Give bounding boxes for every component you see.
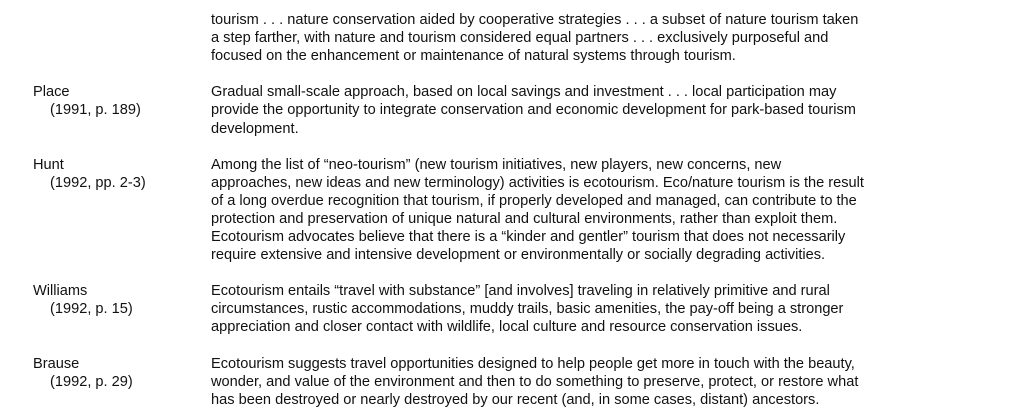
definition-line: Ecotourism advocates believe that there is a “kinder and gentler” tourism that does not necessarily [211,229,846,246]
definition-line: provide the opportunity to integrate conservation and economic development for park-based tourism [211,102,856,119]
definition-line: Ecotourism suggests travel opportunities designed to help people get more in touch with the beauty, [211,355,855,372]
author-name: Place [33,84,70,101]
definition-line: of a long overdue recognition that tourism, if properly developed and managed, can contribute to the [211,192,857,209]
author-cell [0,156,211,192]
definition-text [211,0,986,65]
definition-line: Ecotourism entails “travel with substance” [and involves] traveling in relatively primitive and rural [211,283,830,300]
definition-entry [0,355,1024,409]
definition-line: protection and preservation of unique natural and cultural environments, rather than exploit them. [211,210,838,227]
definition-line: appreciation and closer contact with wildlife, local culture and resource conservation issues. [211,319,803,336]
definition-text [211,83,986,137]
definition-line: wonder, and value of the environment and then to do something to preserve, protect, or restore what [211,373,859,390]
definition-line: a step farther, with nature and tourism considered equal partners . . . exclusively purposeful and [211,30,829,47]
author-citation: (1991, p. 189) [50,102,141,119]
author-citation: (1992, p. 15) [50,301,133,318]
definition-entry [0,282,1024,336]
author-citation: (1992, p. 29) [50,373,133,390]
definition-line: Among the list of “neo-tourism” (new tourism initiatives, new players, new concerns, new [211,156,782,173]
definition-line: Gradual small-scale approach, based on local savings and investment . . . local participation may [211,84,837,101]
definition-line: approaches, new ideas and new terminology) activities is ecotourism. Eco/nature tourism is the result [211,174,864,191]
definition-entry [0,83,1024,137]
author-cell [0,282,211,318]
definition-text [211,282,986,336]
definition-text [211,355,986,409]
definition-line: tourism . . . nature conservation aided by cooperative strategies . . . a subset of nature tourism taken [211,12,859,29]
author-name: Brause [33,355,80,372]
definition-line: development. [211,120,299,137]
definition-text [211,156,986,265]
author-cell [0,355,211,391]
author-cell [0,83,211,119]
definition-entry [0,156,1024,265]
definition-line: has been destroyed or nearly destroyed by our recent (and, in some cases, distant) ancestors. [211,391,820,408]
author-name: Hunt [33,156,64,173]
author-name: Williams [33,283,88,300]
author-citation: (1992, pp. 2-3) [50,174,146,191]
definition-line: focused on the enhancement or maintenance of natural systems through tourism. [211,48,736,65]
definition-line: circumstances, rustic accommodations, muddy trails, basic amenities, the pay-off being a stronger [211,301,844,318]
definition-entry [0,0,1024,65]
definition-line: require extensive and intensive development or environmentally or socially degrading activities. [211,247,826,264]
